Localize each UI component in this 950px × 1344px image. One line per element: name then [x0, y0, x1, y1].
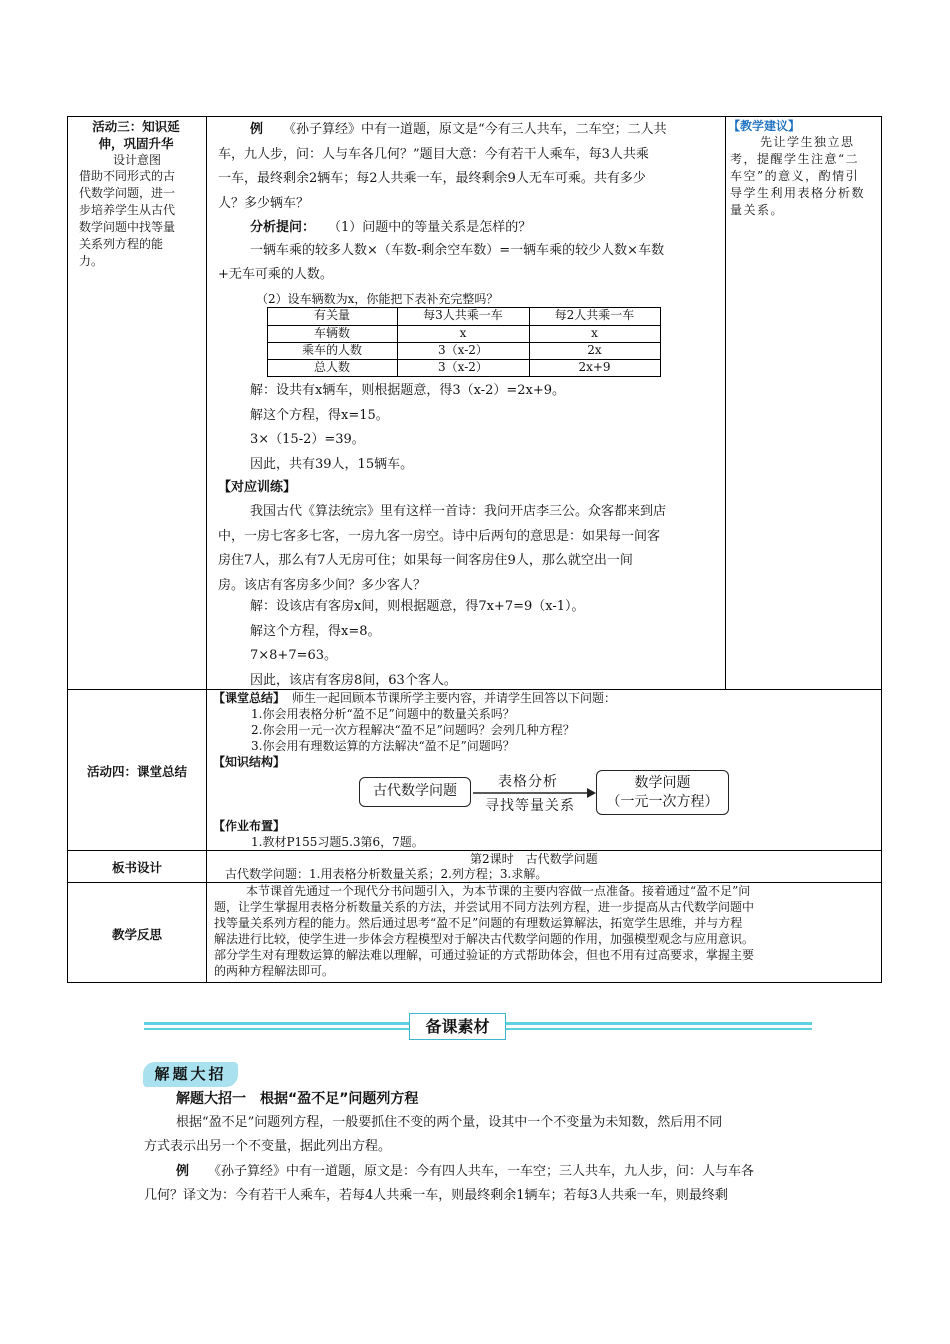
table-cell: x [591, 326, 598, 340]
banner-line-left-2 [144, 1028, 409, 1030]
table-cell: 3（x-2） [438, 343, 488, 357]
reflection-line: 部分学生对有理数运算的解法难以理解，可通过验证的方式帮助体会，但也不用有过高要求，掌握主要 [214, 948, 755, 962]
reflection-line: 解法进行比较，使学生进一步体会方程模型对于解决古代数学问题的作用，加强模型观念与应用意识。 [214, 932, 755, 946]
table-header-cell: 每3人共乘一车 [423, 308, 503, 322]
training-solution-line: 因此，该店有客房8间，63个客人。 [250, 672, 457, 688]
materials-paragraph-line: 方式表示出另一个不变量，据此列出方程。 [144, 1139, 392, 1154]
solution-line: 解：设共有x辆车，则根据题意，得3（x-2）=2x+9。 [250, 383, 566, 398]
solution-line: 3×（15-2）=39。 [250, 432, 365, 447]
diagram-right-box [596, 770, 729, 815]
analysis-equation-line: 一辆车乘的较多人数×（车数-剩余空车数）=一辆车乘的较少人数×车数 [250, 243, 665, 258]
banner-line-left [144, 1022, 409, 1025]
training-line: 我国古代《算法统宗》里有这样一首诗：我问开店李三公。众客都来到店 [250, 504, 667, 519]
board-line-1: 第2课时 古代数学问题 [470, 852, 598, 866]
suggestion-line: 车空”的意义，酌情引 [730, 169, 860, 183]
training-label: 【对应训练】 [218, 480, 297, 495]
example-line: 《孙子算经》中有一道题，原文是“今有三人共车，二车空；二人共 [283, 122, 667, 137]
example-label: 例 [250, 122, 264, 137]
diagram-arrow-top-label: 表格分析 [498, 774, 558, 790]
solution-tag: 解题大招 [143, 1062, 238, 1087]
design-intent-line: 代数学问题，进一 [79, 186, 176, 200]
table-cell: 总人数 [313, 360, 350, 374]
materials-example-line: 《孙子算经》中有一道题，原文是：今有四人共车，一车空；三人共车，九人步，问：人与车各 [208, 1164, 755, 1179]
suggestion-line: 先让学生独立思 [760, 135, 855, 149]
activity4-title: 活动四：课堂总结 [86, 764, 187, 779]
solution-line: 解这个方程，得x=15。 [250, 407, 389, 423]
materials-example-label: 例 [176, 1164, 190, 1179]
diagram-right-box-line2: （一元一次方程） [606, 794, 719, 810]
training-solution-line: 解：设该店有客房x间，则根据题意，得7x+7=9（x-1）。 [250, 599, 585, 614]
training-line: 中，一房七客多七客，一房九客一房空。诗中后两句的意思是：如果每一间客 [218, 528, 661, 544]
summary-intro: 师生一起回顾本节课所学主要内容，并请学生回答以下问题： [292, 691, 617, 705]
training-solution-line: 解这个方程，得x=8。 [250, 623, 381, 639]
materials-banner: 备课素材 [409, 1013, 506, 1040]
materials-heading: 解题大招一 根据“盈不足”问题列方程 [176, 1091, 419, 1107]
table-cell: x [459, 326, 467, 340]
suggestion-line: 导学生利用表格分析数 [730, 186, 866, 200]
summary-label: 【课堂总结】 [213, 691, 286, 705]
suggestion-line: 量关系。 [730, 203, 785, 217]
banner-line-right [506, 1022, 812, 1025]
training-solution-line: 7×8+7=63。 [250, 648, 338, 663]
board-title: 板书设计 [111, 860, 162, 875]
analysis-equation-line: +无车可乘的人数。 [218, 267, 333, 282]
activity3-title: 活动三：知识延伸，巩固升华 [92, 119, 180, 151]
design-intent-label: 设计意图 [112, 153, 161, 167]
table-cell: 乘车的人数 [301, 343, 362, 357]
summary-question: 2.你会用一元一次方程解决“盈不足”问题吗？会列几种方程？ [251, 723, 575, 737]
homework-text: 1.教材P155习题5.3第6，7题。 [251, 835, 424, 849]
analysis-question-1: （1）问题中的等量关系是怎样的？ [328, 220, 532, 235]
materials-example-line: 几何？译文为：今有若干人乘车，若每4人共乘一车，则最终剩余1辆车；若每3人共乘一车，则最终剩 [144, 1188, 728, 1203]
example-line: 一车，最终剩余2辆车；每2人共乘一车，最终剩余9人无车可乘。共有多少 [218, 171, 646, 186]
banner-line-right-2 [506, 1028, 812, 1030]
example-line: 人？多少辆车？ [218, 195, 310, 211]
reflection-line: 找等量关系列方程的能力。然后通过思考“盈不足”问题的有理数运算解法，拓宽学生思维，并与方程 [214, 916, 743, 930]
training-line: 房住7人，那么有7人无房可住；如果每一间客房住9人，那么就空出一间 [218, 553, 633, 568]
diagram-right-box-line1: 数学问题 [634, 775, 691, 791]
summary-question: 3.你会用有理数运算的方法解决“盈不足”问题吗？ [251, 739, 515, 753]
summary-question: 1.你会用表格分析“盈不足”问题中的数量关系吗？ [251, 707, 515, 721]
solution-line: 因此，共有39人，15辆车。 [250, 456, 414, 472]
design-intent-line: 步培养学生从古代 [79, 203, 176, 217]
materials-paragraph-line: 根据“盈不足”问题列方程，一般要抓住不变的两个量，设其中一个不变量为未知数，然后用不同 [176, 1115, 723, 1130]
table-cell: 车辆数 [313, 326, 350, 340]
reflection-line: 本节课首先通过一个现代分书问题引入，为本节课的主要内容做一点准备。接着通过“盈不足”问 [246, 884, 751, 898]
analysis-label: 分析提问： [250, 220, 316, 235]
analysis-question-2: （2）设车辆数为x，你能把下表补充完整吗？ [256, 292, 499, 306]
example-line: 车，九人步，问：人与车各几何？”题目大意：今有若干人乘车，每3人共乘 [218, 146, 649, 162]
homework-label: 【作业布置】 [213, 819, 286, 833]
diagram-left-box: 古代数学问题 [359, 777, 471, 807]
design-intent-line: 借助不同形式的古 [79, 169, 176, 183]
reflection-line: 题，让学生掌握用表格分析数量关系的方法，并尝试用不同方法列方程，进一步提高从古代数学问题中 [214, 900, 755, 914]
design-intent-line: 力。 [79, 254, 104, 268]
suggestion-line: 考，提醒学生注意“二 [730, 152, 860, 166]
table-cell: 2x+9 [578, 360, 611, 374]
design-intent-line: 关系列方程的能 [79, 237, 164, 251]
board-line-2: 古代数学问题：1.用表格分析数量关系；2.列方程；3.求解。 [225, 867, 548, 881]
design-intent-line: 数学问题中找等量 [79, 220, 176, 234]
suggestion-label: 【教学建议】 [728, 119, 801, 133]
table-header-cell: 每2人共乘一车 [554, 308, 635, 322]
training-line: 房。该店有客房多少间？多少客人？ [218, 577, 427, 593]
diagram-arrow-bottom-label: 寻找等量关系 [485, 798, 575, 814]
table-cell: 2x [587, 343, 602, 357]
structure-label: 【知识结构】 [213, 755, 286, 769]
reflection-title: 教学反思 [111, 927, 162, 942]
table-header-cell: 有关量 [313, 308, 350, 322]
table-cell: 3（x-2） [438, 360, 488, 374]
reflection-line: 的两种方程解法即可。 [214, 964, 335, 978]
